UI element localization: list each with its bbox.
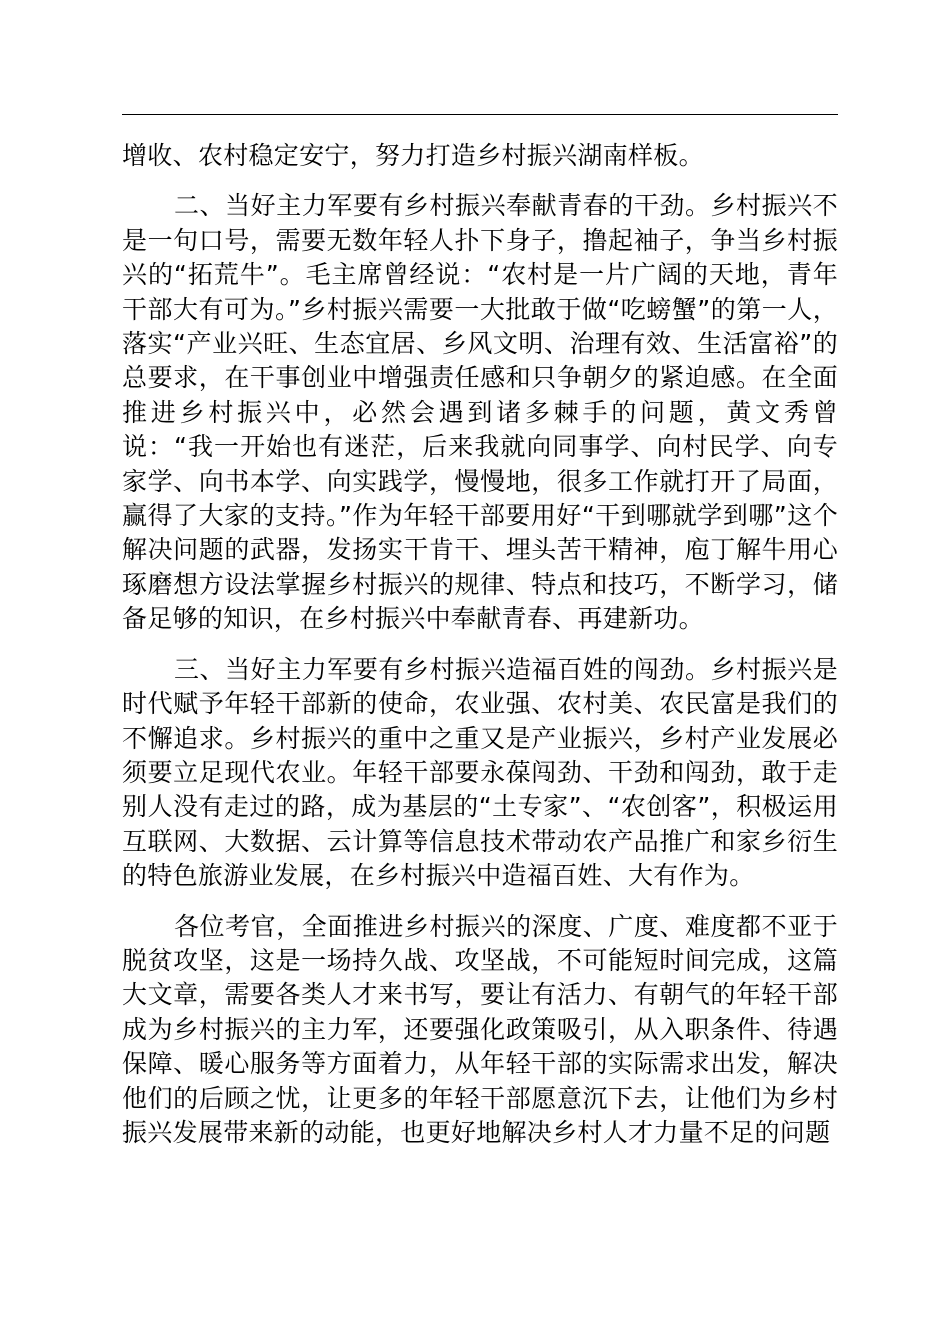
header-divider <box>122 114 838 115</box>
paragraph-conclusion: 各位考官，全面推进乡村振兴的深度、广度、难度都不亚于脱贫攻坚，这是一场持久战、攻坚战，不可能短时间完成，这篇大文章，需要各类人才来书写，要让有活力、有朝气的年轻干部成为乡村振兴的主力军，还要强化政策吸引，从入职条件、待遇保障、暖心服务等方面着力，从年轻干部的实际需求出发，解决他们的后顾之忧，让更多的年轻干部愿意沉下去，让他们为乡村振兴发展带来新的动能，也更好地解决乡村人才力量不足的问题 <box>122 911 838 1147</box>
paragraph-point-three: 三、当好主力军要有乡村振兴造福百姓的闯劲。乡村振兴是时代赋予年轻干部新的使命，农业强、农村美、农民富是我们的不懈追求。乡村振兴的重中之重又是产业振兴，乡村产业发展必须要立足现代农业。年轻干部要永葆闯劲、干劲和闯劲，敢于走别人没有走过的路，成为基层的“土专家”、“农创客”，积极运用互联网、大数据、云计算等信息技术带动农产品推广和家乡衍生的特色旅游业发展，在乡村振兴中造福百姓、大有作为。 <box>122 654 838 891</box>
paragraph-point-two: 二、当好主力军要有乡村振兴奉献青春的干劲。乡村振兴不是一句口号，需要无数年轻人扑下身子，撸起袖子，争当乡村振兴的“拓荒牛”。毛主席曾经说：“农村是一片广阔的天地，青年干部大有可为。”乡村振兴需要一大批敢于做“吃螃蟹”的第一人，落实“产业兴旺、生态宜居、乡风文明、治理有效、生活富裕”的总要求，在干事创业中增强责任感和只争朝夕的紧迫感。在全面推进乡村振兴中，必然会遇到诸多棘手的问题，黄文秀曾说：“我一开始也有迷茫，后来我就向同事学、向村民学、向专家学、向书本学、向实践学，慢慢地，很多工作就打开了局面，赢得了大家的支持。”作为年轻干部要用好“干到哪就学到哪”这个解决问题的武器，发扬实干肯干、埋头苦干精神，庖丁解牛用心琢磨想方设法掌握乡村振兴的规律、特点和技巧，不断学习，储备足够的知识，在乡村振兴中奉献青春、再建新功。 <box>122 191 838 634</box>
document-body <box>122 139 838 1150</box>
paragraph-continuation: 增收、农村稳定安宁，努力打造乡村振兴湖南样板。 <box>122 141 704 170</box>
